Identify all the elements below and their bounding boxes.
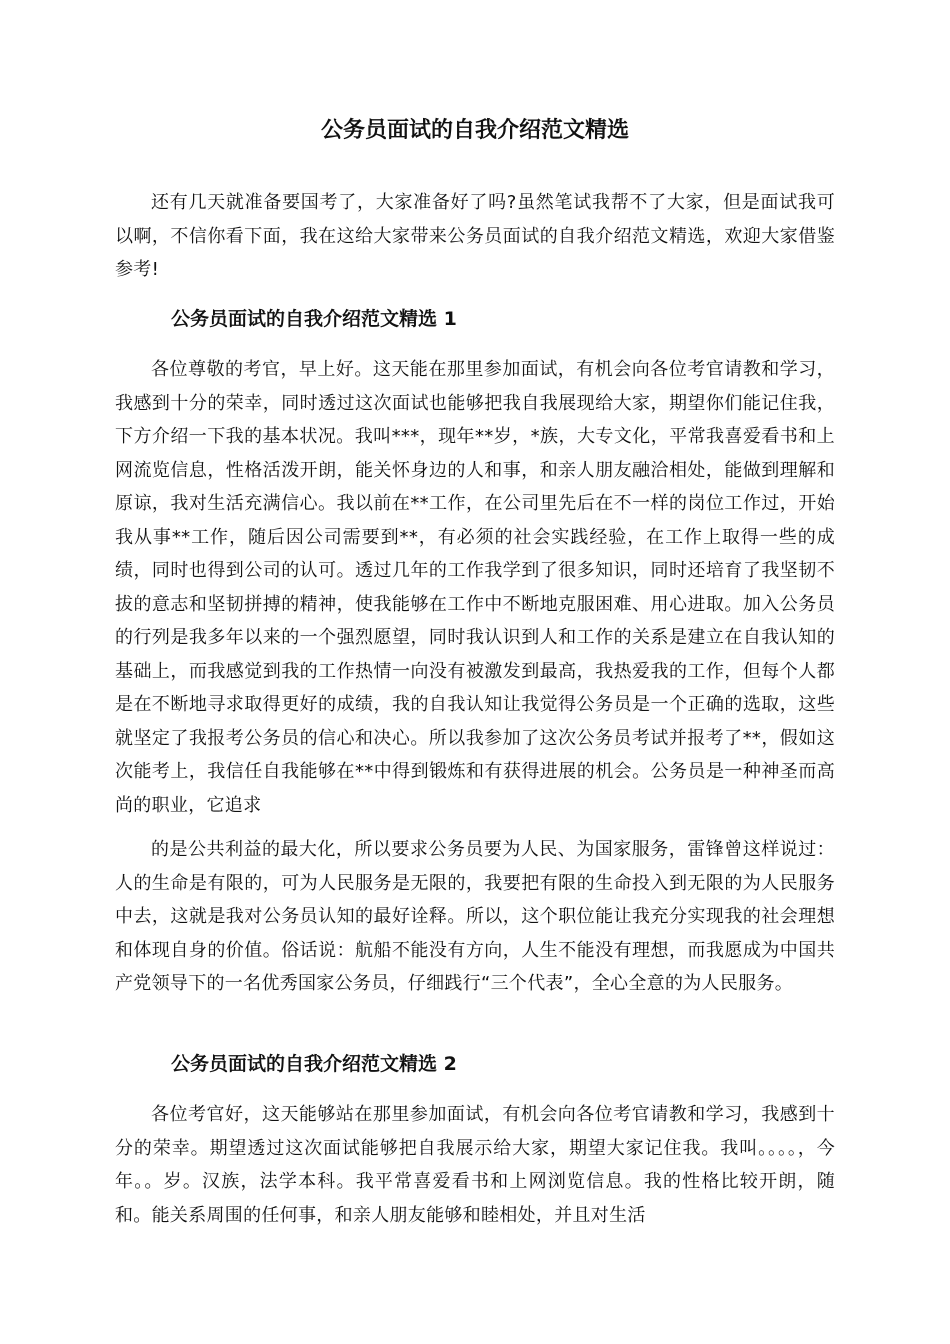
intro-paragraph: 还有几天就准备要国考了，大家准备好了吗?虽然笔试我帮不了大家，但是面试我可以啊，不信你看下面，我在这给大家带来公务员面试的自我介绍范文精选，欢迎大家借鉴参考!: [115, 192, 835, 280]
document-page: [115, 0, 835, 1344]
section-2-paragraph-1: 各位考官好，这天能够站在那里参加面试，有机会向各位考官请教和学习，我感到十分的荣幸。期望透过这次面试能够把自我展示给大家，期望大家记住我。我叫。。。。，今年。。岁。汉族，法学本科。我平常喜爱看书和上网浏览信息。我的性格比较开朗，随和。能关系周围的任何事，和亲人朋友能够和睦相处，并且对生活: [115, 1104, 835, 1226]
section-1-paragraph-1: 各位尊敬的考官，早上好。这天能在那里参加面试，有机会向各位考官请教和学习，我感到十分的荣幸，同时透过这次面试也能够把我自我展现给大家，期望你们能记住我，下方介绍一下我的基本状况。我叫***，现年**岁，*族，大专文化，平常我喜爱看书和上网流览信息，性格活泼开朗，能关怀身边的人和事，和亲人朋友融洽相处，能做到理解和原谅，我对生活充满信心。我以前在**工作，在公司里先后在不一样的岗位工作过，开始我从事**工作，随后因公司需要到**，有必须的社会实践经验，在工作上取得一些的成绩，同时也得到公司的认可。透过几年的工作我学到了很多知识，同时还培育了我坚韧不拔的意志和坚韧拼搏的精神，使我能够在工作中不断地克服困难、用心进取。加入公务员的行列是我多年以来的一个强烈愿望，同时我认识到人和工作的关系是建立在自我认知的基础上，而我感觉到我的工作热情一向没有被激发到最高，我热爱我的工作，但每个人都是在不断地寻求取得更好的成绩，我的自我认知让我觉得公务员是一个正确的选取，这些就坚定了我报考公务员的信心和决心。所以我参加了这次公务员考试并报考了**，假如这次能考上，我信任自我能够在**中得到锻炼和有获得进展的机会。公务员是一种神圣而高尚的职业，它追求: [115, 359, 835, 816]
section-1-paragraph-2: 的是公共利益的最大化，所以要求公务员要为人民、为国家服务，雷锋曾这样说过：人的生命是有限的，可为人民服务是无限的，我要把有限的生命投入到无限的为人民服务中去，这就是我对公务员认知的最好诠释。所以，这个职位能让我充分实现我的社会理想和体现自身的价值。俗话说：航船不能没有方向，人生不能没有理想，而我愿成为中国共产党领导下的一名优秀国家公务员，仔细践行“三个代表”，全心全意的为人民服务。: [115, 839, 835, 994]
section-heading-2: 公务员面试的自我介绍范文精选 2: [171, 1053, 457, 1075]
section-heading-1: 公务员面试的自我介绍范文精选 1: [171, 308, 457, 330]
document-title: 公务员面试的自我介绍范文精选: [320, 118, 629, 143]
